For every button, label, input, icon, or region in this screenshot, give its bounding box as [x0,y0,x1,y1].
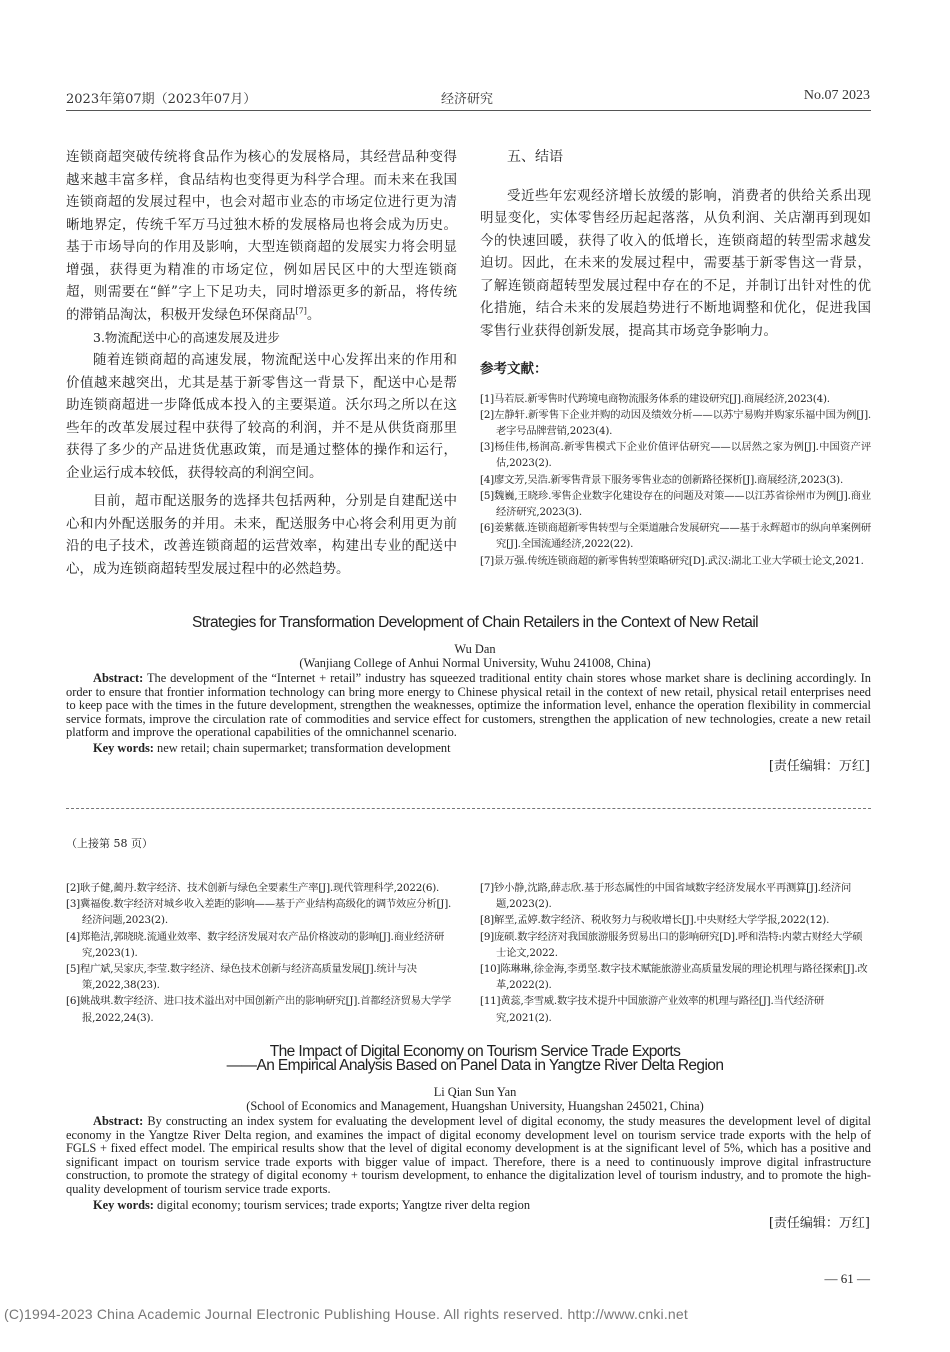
article2-affiliation: (School of Economics and Management, Huangshan University, Huangshan 245021, China) [246,1099,704,1113]
article2-abstract [66,1115,871,1196]
journal-name: 经济研究 [441,92,494,107]
reference-item: [6]姜紫薇.连锁商超新零售转型与全渠道融合发展研究——基于永辉超市的纵向单案例研究[J].全国流通经济,2022(22). [480,522,871,551]
paragraph: 随着连锁商超的高速发展，物流配送中心发挥出来的作用和价值越来越突出，尤其是基于新零售这一背景下，配送中心是帮助连锁商超进一步降低成本投入的主要渠道。沃尔玛之所以在这些年的改革发展过程中获得了较高的利润，并不是从供货商那里获得了多少的产品进货优惠政策，而是通过整体的操作和运行，企业运行成本较低，获得较高的利润空间。 [66,352,457,481]
issue-number: No.07 2023 [803,88,870,103]
article2-authors: Li Qian Sun Yan [433,1085,517,1099]
article2-editor: [责任编辑：万红] [768,1216,870,1231]
article1-keywords [66,742,871,756]
left-column [66,146,457,580]
header-rule [66,110,871,111]
reference-item: [2]耿子健,蔺丹.数字经济、技术创新与绿色全要素生产率[J].现代管理科学,2022(6). [66,882,440,894]
keywords-text: new retail; chain supermarket; transformation development [157,741,451,755]
reference-item: [3]杨佳伟,杨润高.新零售模式下企业价值评估研究——以居然之家为例[J].中国资产评估,2023(2). [480,441,871,470]
reference-item: [11]黄蕊,李雪威.数字技术提升中国旅游产业效率的机理与路径[J].当代经济研究,2021(2). [480,995,825,1024]
page-number: — 61 — [824,1271,870,1286]
references-heading: 参考文献： [480,361,548,377]
article2-english-subtitle: ——An Empirical Analysis Based on Panel Data in Yangtze River Delta Region [226,1057,724,1074]
reference-item: [9]庞硕.数字经济对我国旅游服务贸易出口的影响研究[D].呼和浩特:内蒙古财经大学硕士论文,2022. [480,930,863,959]
keywords-text: digital economy; tourism services; trade exports; Yangtze river delta region [157,1198,531,1212]
reference-item: [6]姚战琪.数字经济、进口技术溢出对中国创新产出的影响研究[J].首都经济贸易大学学报,2022,24(3). [66,995,452,1024]
dashed-divider [66,808,871,809]
reference-list [480,391,871,569]
reference-item: [3]冀福俊.数字经济对城乡收入差距的影响——基于产业结构高级化的调节效应分析[J].经济问题,2023(2). [66,898,452,927]
section-title: 五、结语 [507,149,563,165]
keywords-label: Key words: [93,1198,154,1212]
reference-item: [1]马若辰.新零售时代跨境电商物流服务体系的建设研究[J].商展经济,2023(4). [480,392,830,405]
reference-item: [4]郑艳洁,郭晓晓.流通业效率、数字经济发展对农产品价格波动的影响[J].商业经济研究,2023(1). [66,930,445,959]
article2-refs-left [66,880,457,1026]
paragraph [66,146,457,326]
keywords-label: Key words: [93,741,154,755]
reference-item: [7]景万强.传统连锁商超的新零售转型策略研究[D].武汉:湖北工业大学硕士论文,2021. [480,554,864,567]
article2-english-title: The Impact of Digital Economy on Tourism Service Trade Exports [269,1043,681,1060]
paragraph: 目前，超市配送服务的选择共包括两种，分别是自建配送中心和内外配送服务的并用。未来，配送服务中心将会利用更为前沿的电子技术，改善连锁商超的运营效率，构建出专业的配送中心，成为连锁商超转型发展过程中的必然趋势。 [66,493,457,577]
reference-item: [5]魏巍,王晓珍.零售企业数字化建设存在的问题及对策——以江苏省徐州市为例[J].商业经济研究,2023(3). [480,489,871,518]
reference-item: [8]解垩,孟婷.数字经济、税收努力与税收增长[J].中央财经大学学报,2022(12). [480,914,830,927]
reference-item: [7]钞小静,沈路,薛志欣.基于形态属性的中国省域数字经济发展水平再测算[J].经济问题,2023(2). [480,882,852,911]
reference-item: [5]程广斌,吴家庆,李莹.数字经济、绿色技术创新与经济高质量发展[J].统计与决策,2022,38(23). [66,963,417,992]
paragraph-end: 。 [306,306,321,323]
article1-abstract [66,672,871,740]
copyright-footer: (C)1994-2023 China Academic Journal Electronic Publishing House. All rights reserved. http://www.cnki.net [4,1306,688,1322]
abstract-text: By constructing an index system for evaluating the development level of digital economy, the study measures the development level of digital economy in the Yangtze River Delta region, and examines the impact of digital economy development level on tourism service trade exports with the help of FGLS + fixed effect model. The empirical results show that the level of digital economy development is at the significant level of 5%, which has a positive and significant impact on tourism service trade exports with bigger value of impact. Therefore, there is a need to continuously improve digital infrastructure construction, to promote the strategy of digital economy + tourism development, to enhance the digitalization level of tourism industry, and to promote the high-quality development of tourism service trade exports. [66,1114,871,1196]
journal-issue: 2023年第07期（2023年07月） [66,92,257,107]
reference-item: [4]廖文芳,吴浩.新零售背景下服务零售业态的创新路径探析[J].商展经济,2023(3). [480,473,844,486]
article2-refs-right [480,880,871,1026]
reference-item: [10]陈琳琳,徐金海,李勇坚.数字技术赋能旅游业高质量发展的理论机理与路径探索[J].改革,2022(2). [480,963,868,992]
abstract-label: Abstract: [93,1114,144,1128]
article1-author: Wu Dan [454,642,496,656]
reference-item: [2]左静轩.新零售下企业并购的动因及绩效分析——以苏宁易购并购家乐福中国为例[J].老字号品牌营销,2023(4). [480,408,871,437]
right-column [480,146,871,569]
paragraph-text: 连锁商超突破传统将食品作为核心的发展格局，其经营品种变得越来越丰富多样，食品结构也变得更为科学合理。而未来在我国连锁商超的发展过程中，也会对超市业态的市场定位进行更为清晰地界定，传统千军万马过独木桥的发展格局也将会成为历史。基于市场导向的作用及影响，大型连锁商超的发展实力将会明显增强，获得更为精准的市场定位，例如居民区中的大型连锁商超，则需要在“鲜”字上下足功夫，同时增添更多的新品，将传统的滞销品淘汰，积极开发绿色环保商品 [66,149,457,323]
abstract-label: Abstract: [93,671,144,685]
citation: [7] [295,306,307,315]
subheading: 3.物流配送中心的高速发展及进步 [93,330,280,345]
conclusion-paragraph: 受近些年宏观经济增长放缓的影响，消费者的供给关系出现明显变化，实体零售经历起起落落，从负利润、关店潮再到现如今的快速回暖，获得了收入的低增长，连锁商超的转型需求越发迫切。因此，在未来的发展过程中，需要基于新零售这一背景，了解连锁商超转型发展过程中存在的不足，并制订出针对性的优化措施，结合未来的发展趋势进行不断地调整和优化，促进我国零售行业获得创新发展，提高其市场竞争影响力。 [480,187,871,339]
abstract-text: The development of the “Internet + retail” industry has squeezed traditional entity chain stores whose market share is declining accordingly. In order to ensure that frontier information technology can bring more energy to Chinese physical retail in the context of new retail, physical retail enterprises need to keep pace with the times in the future development, strengthen the weaknesses, optimize the information level, enhance the operation flexibility in commercial service formats, improve the circulation rate of commodities and service effect for customers, strengthen the application of new technologies, create a new retail platform and improve the operational capabilities of the omnichannel scenario. [66,671,871,739]
article1-editor: [责任编辑：万红] [768,759,870,774]
article1-english-title: Strategies for Transformation Development of Chain Retailers in the Context of New Retail [191,614,759,631]
article2-keywords [66,1199,871,1213]
article1-affiliation: (Wanjiang College of Anhui Normal University, Wuhu 241008, China) [299,656,651,670]
continued-note: （上接第 58 页） [66,837,153,850]
